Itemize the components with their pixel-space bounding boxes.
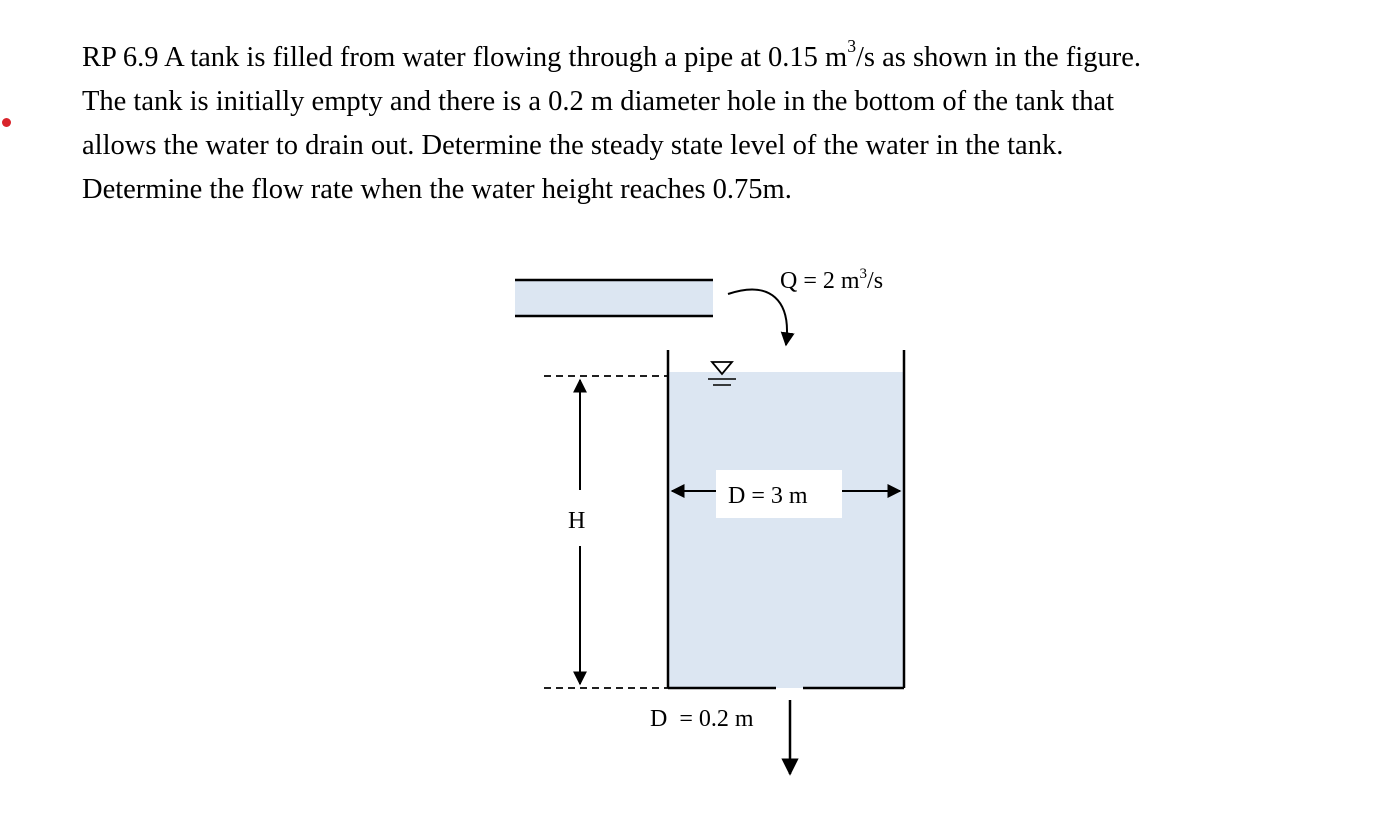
problem-line-1-tail: /s as shown in the figure. <box>856 42 1141 73</box>
problem-line-4: Determine the flow rate when the water height reaches 0.75m. <box>82 174 792 205</box>
inflow-arrow <box>728 290 787 345</box>
tank-water <box>668 372 904 688</box>
problem-line-1-superscript: 3 <box>847 36 857 57</box>
height-label: H <box>568 508 586 534</box>
inflow-label: Q = 2 $m^3/s$ <box>780 266 884 294</box>
tank-diameter-label: D = 3 m <box>728 483 808 509</box>
hole-diameter-label: D = 0.2 m <box>650 706 754 732</box>
problem-line-3: allows the water to drain out. Determine the steady state level of the water in the tank. <box>82 130 1064 161</box>
pipe-water <box>515 280 713 316</box>
problem-line-2: The tank is initially empty and there is a 0.2 m diameter hole in the bottom of the tank that <box>82 86 1115 117</box>
problem-line-1-text: RP 6.9 A tank is filled from water flowing through a pipe at 0.15 m <box>82 42 848 73</box>
